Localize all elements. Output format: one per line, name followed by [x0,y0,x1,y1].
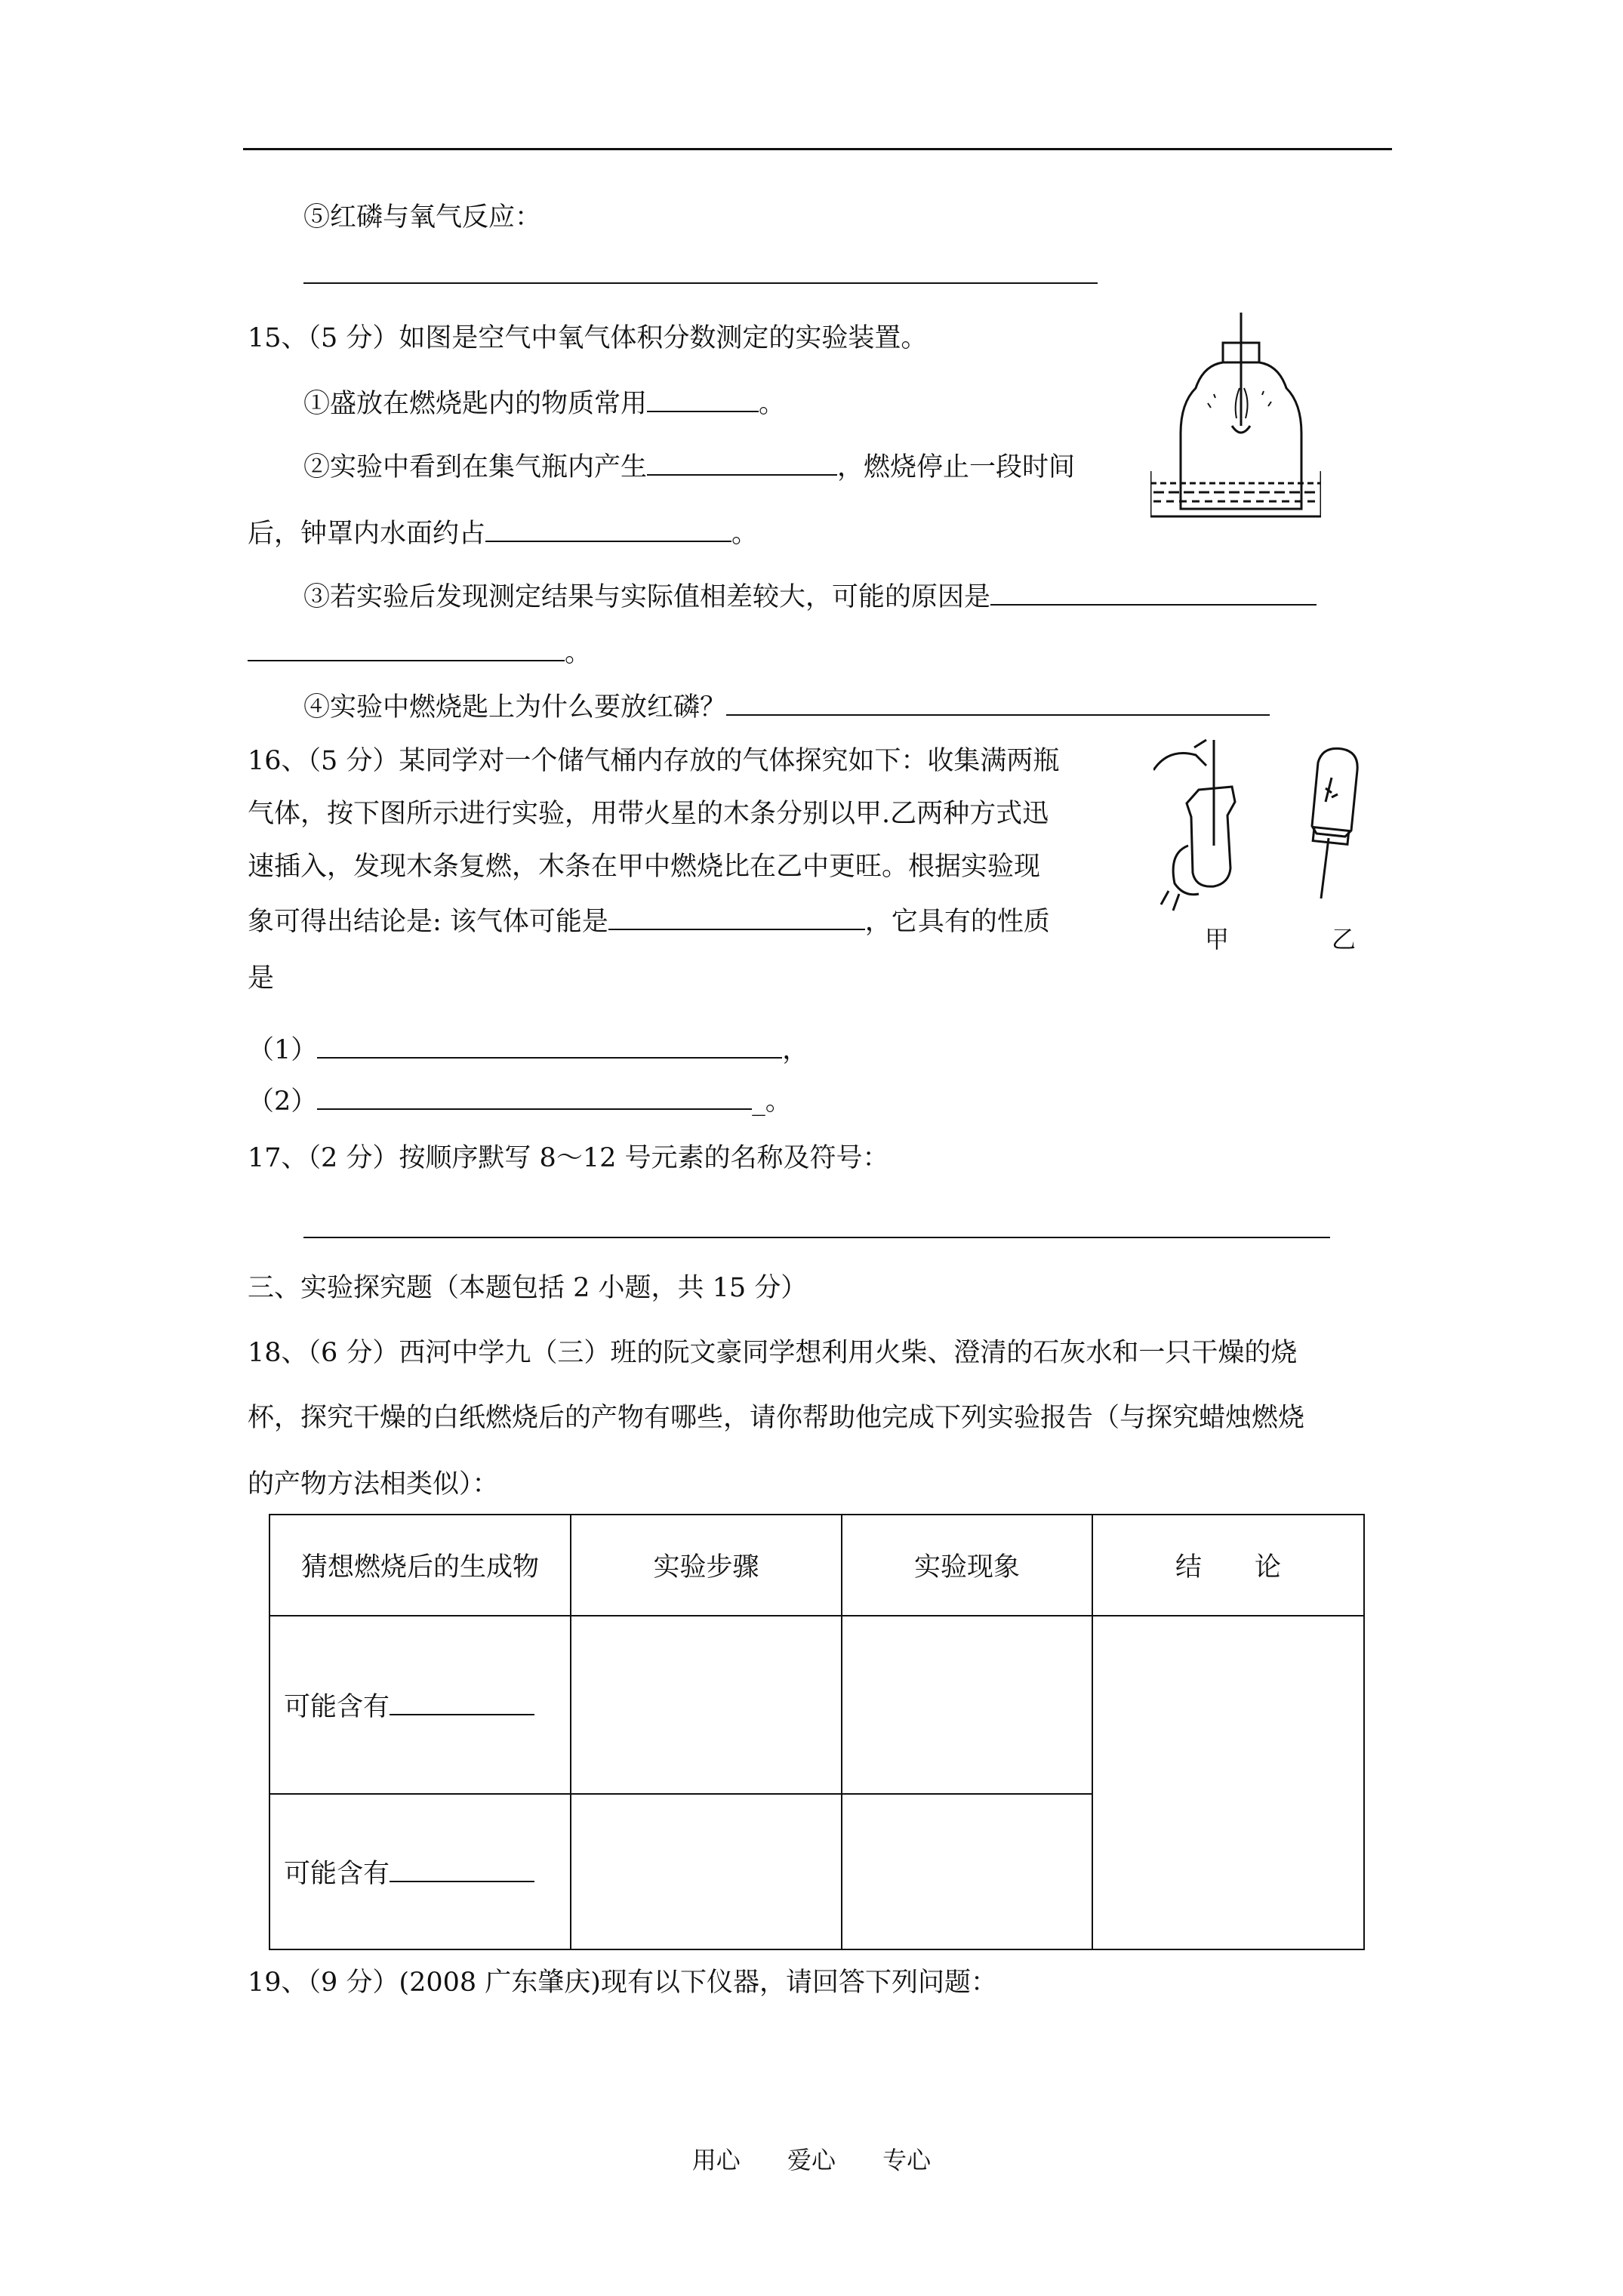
header-phenomena: 实验现象 [842,1515,1092,1616]
q15-item1 [303,385,785,421]
table-header-row [269,1515,1364,1616]
q15-item4 [303,689,1270,724]
q18-line3: 的产物方法相类似）： [248,1469,499,1499]
q15-item2-continued [248,515,758,550]
q15-item1-blank[interactable] [647,385,759,412]
page-footer [0,2141,1623,2176]
q18-line1: 18、（6 分）西河中学九（三）班的阮文豪同学想利用火柴、澄清的石灰水和一只干燥的烧 [248,1338,1298,1368]
conclusion-cell[interactable] [1092,1616,1364,1949]
q14-item5-answer-line[interactable] [303,282,1098,284]
q16-gas-blank[interactable] [608,903,865,930]
q15-item2b-text: 后，钟罩内水面约占 [248,519,486,549]
q16-line4 [248,903,1050,938]
header-guess: 猜想燃烧后的生成物 [269,1515,571,1616]
q15-item2-text: ②实验中看到在集气瓶内产生 [303,452,648,482]
q16-prop1-blank[interactable] [317,1031,782,1059]
q15-item2b-blank[interactable] [485,515,731,542]
header-conclusion: 结 论 [1092,1515,1364,1616]
row2-guess-cell [269,1794,571,1949]
q15-item3-continued [248,634,591,670]
section3-title: 三、实验探究题（本题包括 2 小题，共 15 分） [248,1273,808,1303]
bell-jar-apparatus-figure [1150,313,1321,524]
q16-line4-text: 象可得出结论是: 该气体可能是 [248,907,608,937]
q16-line1: 16、（5 分）某同学对一个储气桶内存放的气体探究如下：收集满两瓶 [248,746,1060,776]
q16-line5: 是 [248,963,275,994]
footer-item: 专心 [882,2146,932,2174]
q16-prop2-label: （2） [248,1086,318,1117]
figure-label-jia: 甲 [1205,925,1230,954]
q15-item3b-end: 。 [565,638,592,668]
q15-item1-text: ①盛放在燃烧匙内的物质常用 [303,389,648,419]
splint-bottles-figure [1153,732,1372,921]
q17-answer-line[interactable] [303,1237,1330,1238]
q16-line2: 气体，按下图所示进行实验，用带火星的木条分别以甲.乙两种方式迅 [248,799,1049,829]
row2-phenomena-cell[interactable] [842,1794,1092,1949]
q15-stem: 15、（5 分）如图是空气中氧气体积分数测定的实验装置。 [248,323,928,353]
header-rule [243,148,1392,150]
q14-item5-label: ⑤红磷与氧气反应： [303,202,542,233]
q16-line4-end: ，它具有的性质 [864,907,1050,937]
row1-guess-text: 可能含有 [284,1692,390,1722]
q16-line3: 速插入，发现木条复燃，木条在甲中燃烧比在乙中更旺。根据实验现 [248,852,1041,882]
row1-guess-blank[interactable] [390,1688,534,1715]
row2-steps-cell[interactable] [571,1794,842,1949]
experiment-report-table [269,1514,1365,1950]
row1-guess-cell [269,1616,571,1794]
q17-stem: 17、（2 分）按顺序默写 8～12 号元素的名称及符号： [248,1143,889,1173]
figure-label-yi: 乙 [1332,925,1357,954]
row1-steps-cell[interactable] [571,1616,842,1794]
header-steps: 实验步骤 [571,1515,842,1616]
table-row [269,1616,1364,1794]
q15-item4-blank[interactable] [726,689,1270,716]
q15-item2-end: ，燃烧停止一段时间 [837,452,1076,482]
q15-item2 [303,448,1075,484]
q18-line2: 杯，探究干燥的白纸燃烧后的产物有哪些，请你帮助他完成下列实验报告（与探究蜡烛燃烧 [248,1403,1305,1433]
row2-guess-text: 可能含有 [284,1859,390,1889]
row2-guess-blank[interactable] [390,1855,534,1882]
q15-item2-blank[interactable] [647,448,837,476]
q15-item3b-blank[interactable] [248,634,565,661]
row1-phenomena-cell[interactable] [842,1616,1092,1794]
footer-item: 用心 [691,2146,741,2174]
q15-item3-text: ③若实验后发现测定结果与实际值相差较大，可能的原因是 [303,582,991,612]
q16-prop2-blank[interactable] [317,1083,752,1110]
q15-item1-end: 。 [759,389,786,419]
q16-property-1 [248,1031,808,1067]
q15-item3-blank[interactable] [990,578,1317,606]
footer-item: 爱心 [787,2146,836,2174]
q16-property-2 [248,1083,792,1118]
q16-prop1-label: （1） [248,1035,318,1065]
q16-prop1-end: ， [782,1035,809,1065]
q19-stem: 19、（9 分）(2008 广东肇庆)现有以下仪器，请回答下列问题： [248,1968,997,1998]
q16-prop2-end: _。 [752,1086,792,1117]
q15-item4-text: ④实验中燃烧匙上为什么要放红磷？ [303,692,727,723]
q15-item3 [303,578,1317,614]
q15-item2b-end: 。 [731,519,759,549]
